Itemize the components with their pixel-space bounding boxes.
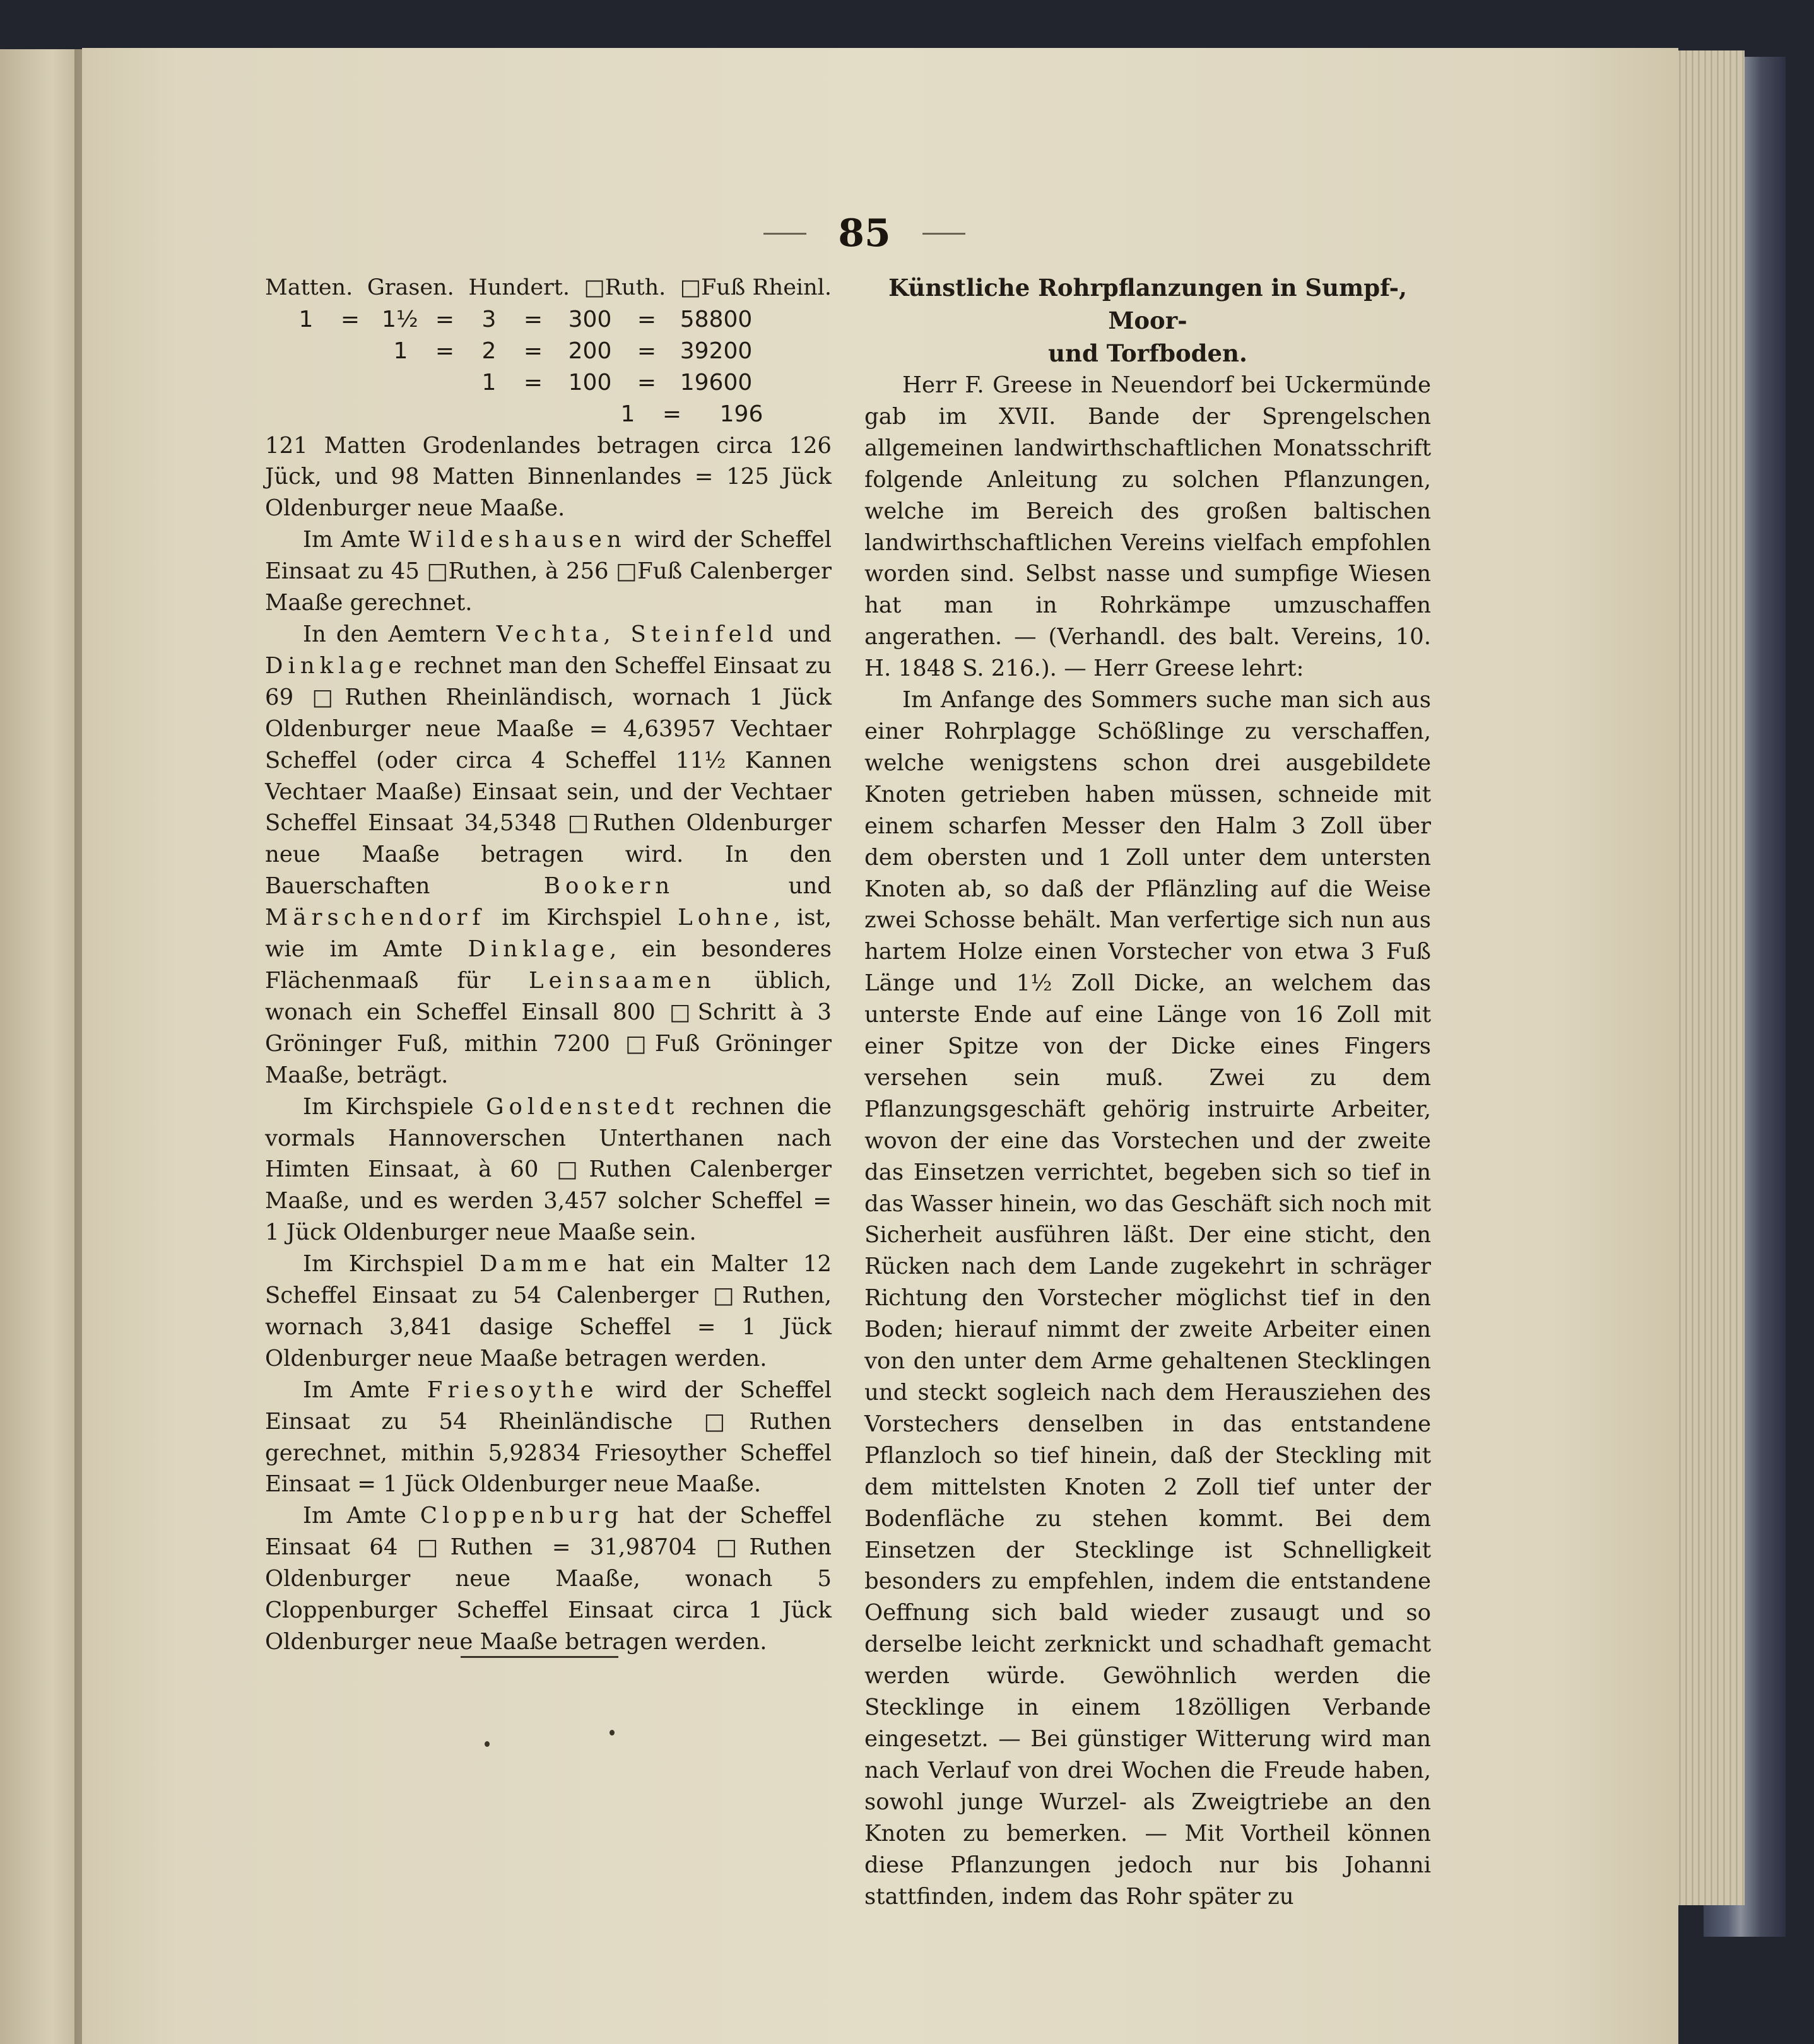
place-name: Friesoythe <box>427 1377 599 1403</box>
conversion-row <box>265 399 832 430</box>
table-cell: 1 <box>481 369 497 396</box>
table-cell: = <box>637 338 657 364</box>
text-run: und <box>674 873 832 900</box>
table-cell: = <box>523 369 543 396</box>
table-cell: 100 <box>568 369 612 396</box>
conversion-row <box>265 304 832 336</box>
paragraph <box>265 524 832 619</box>
page-number: 85 <box>838 211 891 256</box>
table-cell: = <box>523 338 543 364</box>
ink-speck <box>485 1741 490 1747</box>
header-cell: Hundert. <box>468 275 570 300</box>
paragraph: Im Anfange des Sommers suche man sich aus einer Rohrplagge Schößlinge zu verschaffen, welche wenigstens schon drei ausgebildete Knoten getrieben haben müssen, schneide mit einem scharfen Messer den Halm 3 Zoll über dem obersten und 1 Zoll unter dem untersten Knoten ab, so daß der Pflänzling auf die Weise zwei Schosse behält. Man verfertige sich nun aus hartem Holze einen Vorstecher von etwa 3 Fuß Länge und 1½ Zoll Dicke, an welchem das unterste Ende auf eine Länge von 16 Zoll mit einer Spitze von der Dicke eines Fingers versehen sein muß. Zwei zu dem Pflanzungsgeschäft gehörig instruirte Arbeiter, wovon der eine das Vorstechen und der zweite das Einsetzen verrichtet, begeben sich so tief in das Wasser hinein, wo das Geschäft sich noch mit Sicherheit ausführen läßt. Der eine sticht, den Rücken nach dem Lande zugekehrt in schräger Richtung den Vorstecher möglichst tief in den Boden; hierauf nimmt der zweite Arbeiter einen von den unter dem Arme gehaltenen Stecklingen und steckt sogleich nach dem Herausziehen des Vorstechers denselben in das entstandene Pflanzloch so tief hinein, daß der Steckling mit dem mittelsten Knoten 2 Zoll tief unter der Bodenfläche zu stehen kommt. Bei dem Einsetzen der Stecklinge ist Schnelligkeit besonders zu empfehlen, indem die entstandene Oeffnung sich bald wieder zusaugt und so derselbe leicht zerknickt und schadhaft gemacht werden würde. Gewöhnlich werden die Stecklinge in einem 18zölligen Verbande eingesetzt. — Bei günstiger Witterung wird man nach Verlauf von drei Wochen die Freude haben, sowohl junge Wurzel- als Zweigtriebe an den Knoten zu bemerken. — Mit Vortheil können diese Pflanzungen jedoch nur bis Johanni stattfinden, indem das Rohr später zu <box>864 687 1431 1910</box>
section-end-rule <box>461 1656 618 1658</box>
text-run: rechnet man den Scheffel Einsaat zu 69 □Ruthen Rheinländisch, wornach 1 Jück Oldenburger neue Maaße = 4,63957 Vechtaer Scheffel (oder circa 4 Scheffel 11½ Kannen Vechtaer Maaße) Einsaat sein, und der Vechtaer Scheffel Einsaat 34,5348 □Ruthen Oldenburger neue Maaße betragen wird. In den Bauerschaften <box>265 652 832 900</box>
text-run: Im Amte <box>303 1503 420 1529</box>
table-cell: = <box>435 338 455 364</box>
text-run: rechnen die vormals Hannoverschen Unterthanen nach Himten Einsaat, à 60 □Ruthen Calenberger Maaße, und es werden 3,457 solcher Scheffel = 1 Jück Oldenburger neue Maaße sein. <box>265 1093 832 1246</box>
place-name: Dinklage <box>468 936 610 963</box>
table-cell: 300 <box>568 307 612 332</box>
text-run: , ist, wie im Amte <box>265 905 832 963</box>
text-run: und <box>778 621 832 647</box>
conversion-table-header <box>265 271 832 304</box>
table-cell: = <box>523 307 543 332</box>
text-run: wird der Scheffel Einsaat zu 45 □Ruthen, à 256 □Fuß Calenberger Maaße gerechnet. <box>265 527 832 616</box>
table-cell: 58800 <box>680 307 753 332</box>
table-cell: 196 <box>719 401 763 427</box>
emphasized-term: Leinsaamen <box>529 967 716 994</box>
ink-speck <box>610 1730 615 1736</box>
article-title-line-2: und Torfboden. <box>1048 339 1247 367</box>
right-column <box>864 271 1431 1912</box>
text-run: im Kirchspiel <box>485 905 678 931</box>
place-name: Damme <box>480 1251 592 1278</box>
text-run: Im Amte <box>303 527 409 553</box>
table-cell: 200 <box>568 338 612 364</box>
text-run: hat ein Malter 12 Scheffel Einsaat zu 54 Calenberger □Ruthen, wornach 3,841 dasige Scheffel = 1 Jück Oldenburger neue Maaße betragen werden. <box>265 1251 832 1371</box>
text-run: hat der Scheffel Einsaat 64 □Ruthen = 31,98704 □Ruthen Oldenburger neue Maaße, wonach 5 Cloppenburger Scheffel Einsaat circa 1 Jück Oldenburger neue Maaße betragen werden. <box>265 1503 832 1655</box>
text-run: Im Kirchspiel <box>303 1251 480 1278</box>
table-cell: 39200 <box>680 338 753 364</box>
paragraph <box>265 1248 832 1375</box>
table-cell: 1 <box>298 307 314 332</box>
header-rule-right <box>922 233 965 235</box>
paragraph <box>265 619 832 1091</box>
table-cell: 1 <box>393 338 408 364</box>
page-stack-edge <box>1669 50 1745 1905</box>
place-name: Bookern <box>543 873 675 900</box>
paragraph <box>265 1091 832 1249</box>
header-cell: Matten. <box>265 275 353 300</box>
table-cell: 1½ <box>382 307 418 332</box>
page-number-header <box>763 202 965 265</box>
text-run: wird der Scheffel Einsaat zu 54 Rheinländische □Ruthen gerechnet, mithin 5,92834 Friesoyther Scheffel Einsaat = 1 Jück Oldenburger neue Maaße. <box>265 1377 832 1498</box>
place-name: Lohne <box>678 905 774 931</box>
header-cell: □Ruth. <box>584 275 666 300</box>
text-run: üblich, wonach ein Scheffel Einsall 800 □Schritt à 3 Gröninger Fuß, mithin 7200 □Fuß Gröninger Maaße, beträgt. <box>265 967 832 1088</box>
table-cell: = <box>340 307 360 332</box>
place-name: Cloppenburg <box>420 1503 624 1529</box>
place-name: Märschendorf <box>265 905 486 931</box>
header-rule-left <box>763 233 806 235</box>
table-cell: 2 <box>481 338 497 364</box>
table-cell: 1 <box>620 401 635 427</box>
conversion-row <box>265 367 832 399</box>
table-cell: = <box>435 307 455 332</box>
paragraph: 121 Matten Grodenlandes betragen circa 126 Jück, und 98 Matten Binnenlandes = 125 Jück Oldenburger neue Maaße. <box>265 432 832 522</box>
table-cell: 19600 <box>680 369 753 396</box>
paragraph <box>265 1375 832 1501</box>
paragraph: Herr F. Greese in Neuendorf bei Uckermünde gab im XVII. Bande der Sprengelschen allgemeinen landwirthschaftlichen Monatsschrift folgende Anleitung zu solchen Pflanzungen, welche im Bereich des großen baltischen landwirthschaftlichen Vereins vielfach empfohlen worden sind. Selbst nasse und sumpfige Wiesen hat man in Rohrkämpe umzuschaffen angerathen. — (Verhandl. des balt. Vereins, 10. H. 1848 S. 216.). — Herr Greese lehrt: <box>864 372 1431 682</box>
table-cell: = <box>637 307 657 332</box>
table-cell: = <box>662 401 682 427</box>
paragraph <box>265 1500 832 1658</box>
place-name: Dinklage <box>265 652 407 679</box>
table-cell: 3 <box>481 307 497 332</box>
text-run: In den Aemtern <box>303 621 497 647</box>
header-cell: Grasen. <box>367 275 454 300</box>
conversion-row <box>265 336 832 367</box>
text-run: , ein besonderes Flächenmaaß für <box>265 936 832 994</box>
article-title-line-1: Künstliche Rohrpflanzungen in Sumpf-, Moor- <box>888 274 1407 334</box>
text-run: Im Kirchspiele <box>303 1093 486 1120</box>
place-name: Wildeshausen <box>408 527 627 553</box>
header-cell: □Fuß Rheinl. <box>680 275 832 300</box>
place-name: Vechta, Steinfeld <box>496 621 779 647</box>
place-name: Goldenstedt <box>486 1093 680 1120</box>
table-cell: = <box>637 369 657 396</box>
text-run: Im Amte <box>303 1377 427 1403</box>
left-column <box>265 271 832 1658</box>
